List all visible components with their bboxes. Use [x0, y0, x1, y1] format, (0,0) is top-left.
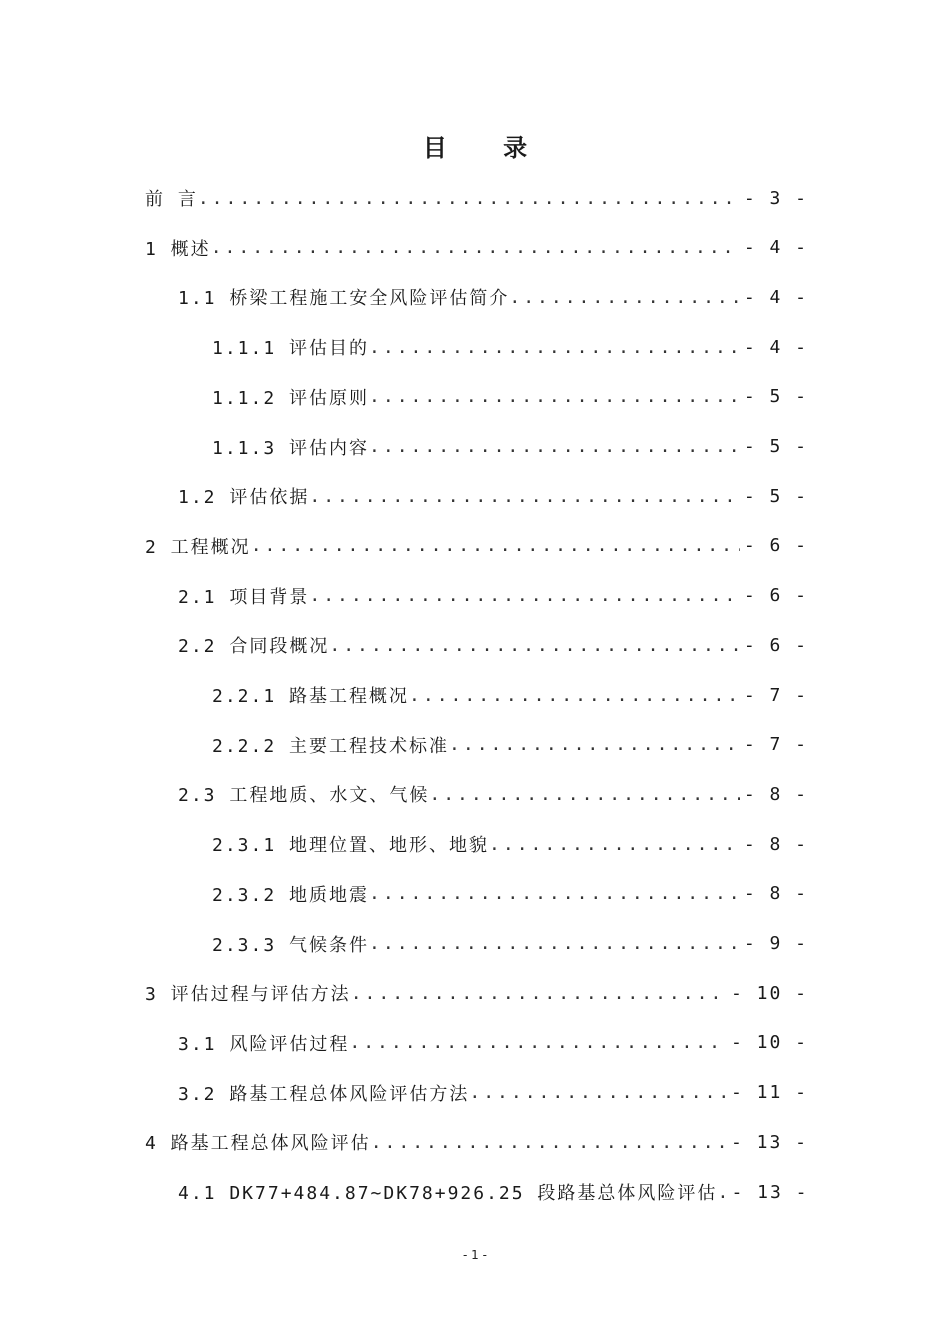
toc-dot-leader — [369, 933, 740, 954]
toc-entry-page: - 6 - — [743, 535, 808, 557]
toc-dot-leader — [211, 237, 740, 258]
toc-entry-page: - 10 - — [730, 982, 808, 1004]
toc-entry-label: 2 工程概况 — [145, 536, 251, 558]
toc-title: 目 录 — [422, 134, 552, 162]
toc-entry[interactable] — [178, 1023, 808, 1063]
toc-entry-label: 4 路基工程总体风险评估 — [145, 1133, 371, 1155]
toc-entry-label: 3.1 风险评估过程 — [178, 1033, 350, 1055]
toc-entry-label: 1.1 桥梁工程施工安全风险评估简介 — [178, 288, 510, 310]
toc-dot-leader — [251, 535, 740, 556]
toc-dot-leader — [351, 983, 727, 1004]
toc-dot-leader — [371, 1132, 727, 1153]
toc-entry-page: - 8 - — [743, 833, 808, 855]
toc-entry-page: - 9 - — [743, 933, 808, 954]
toc-entry-page: - 8 - — [743, 883, 808, 905]
toc-entry-label: 2.2 合同段概况 — [178, 636, 330, 658]
toc-entry[interactable] — [178, 576, 808, 616]
toc-dot-leader — [489, 834, 740, 855]
toc-entry-label: 1.1.1 评估目的 — [212, 338, 370, 360]
toc-entry-page: - 4 - — [743, 237, 808, 259]
toc-entry-page: - 7 - — [743, 684, 808, 706]
toc-entry[interactable] — [178, 476, 808, 516]
toc-entry-page: - 3 - — [743, 187, 808, 209]
toc-entry-page: - 5 - — [743, 386, 808, 408]
toc-dot-leader — [509, 287, 739, 308]
toc-dot-leader — [409, 685, 740, 706]
toc-dot-leader — [369, 337, 740, 358]
toc-entry-label: 2.3.3 气候条件 — [212, 934, 370, 956]
toc-entry-label: 2.3.2 地质地震 — [212, 884, 370, 906]
toc-entry-page: - 6 - — [743, 585, 808, 607]
toc-entry[interactable] — [145, 973, 808, 1013]
toc-entry[interactable] — [178, 277, 808, 317]
toc-dot-leader — [309, 486, 739, 507]
toc-entry-page: - 4 - — [743, 336, 808, 358]
toc-entry[interactable] — [212, 327, 808, 367]
toc-entry[interactable] — [145, 228, 808, 268]
toc-entry[interactable] — [145, 1122, 808, 1162]
toc-entry-page: - 6 - — [743, 634, 808, 656]
toc-entry[interactable] — [212, 377, 808, 417]
toc-entry-page: - 7 - — [743, 734, 808, 756]
toc-dot-leader — [429, 784, 739, 805]
toc-entry-label: 1 概述 — [145, 238, 211, 260]
toc-entry-label: 3 评估过程与评估方法 — [145, 984, 351, 1006]
toc-dot-leader — [349, 1032, 727, 1053]
toc-entry-page: - 5 - — [743, 485, 808, 507]
toc-entry[interactable] — [178, 1073, 808, 1113]
toc-entry-page: - 11 - — [730, 1082, 808, 1104]
toc-entry-page: - 13 - — [730, 1131, 808, 1153]
toc-entry[interactable] — [145, 178, 808, 218]
toc-entry-label: 前 言 — [145, 189, 198, 210]
toc-dot-leader — [369, 883, 740, 904]
toc-entry-page: - 13 - — [731, 1181, 808, 1203]
toc-entry[interactable] — [178, 1172, 808, 1212]
toc-entry-label: 2.2.2 主要工程技术标准 — [212, 735, 450, 757]
toc-dot-leader — [198, 188, 740, 209]
toc-entry-label: 1.2 评估依据 — [178, 487, 310, 509]
toc-entry-label: 2.1 项目背景 — [178, 586, 310, 608]
toc-entry[interactable] — [212, 924, 808, 964]
toc-dot-leader — [329, 635, 739, 656]
toc-entry[interactable] — [178, 625, 808, 665]
toc-entry-label: 2.3.1 地理位置、地形、地貌 — [212, 835, 490, 857]
toc-dot-leader — [717, 1182, 727, 1203]
toc-dot-leader — [469, 1082, 727, 1103]
toc-dot-leader — [369, 436, 740, 457]
toc-entry-label: 1.1.2 评估原则 — [212, 387, 370, 409]
toc-entry-label: 1.1.3 评估内容 — [212, 437, 370, 459]
toc-entry[interactable] — [178, 774, 808, 814]
toc-entry[interactable] — [212, 874, 808, 914]
toc-entry-page: - 10 - — [730, 1032, 808, 1054]
toc-dot-leader — [369, 386, 740, 407]
toc-entry[interactable] — [212, 427, 808, 467]
toc-entry[interactable] — [145, 526, 808, 566]
toc-entry-page: - 4 - — [743, 286, 808, 308]
toc-entry[interactable] — [212, 824, 808, 864]
toc-entry-page: - 8 - — [743, 783, 808, 805]
toc-entry-label: 2.2.1 路基工程概况 — [212, 686, 410, 707]
toc-entry[interactable] — [212, 675, 808, 715]
toc-entry-page: - 5 - — [743, 436, 808, 457]
toc-entry-label: 4.1 DK77+484.87~DK78+926.25 段路基总体风险评估 — [178, 1183, 718, 1204]
toc-entry[interactable] — [212, 725, 808, 765]
toc-entry-label: 3.2 路基工程总体风险评估方法 — [178, 1083, 470, 1105]
toc-entry-label: 2.3 工程地质、水文、气候 — [178, 785, 430, 807]
toc-dot-leader — [309, 585, 739, 606]
toc-dot-leader — [449, 734, 740, 755]
page-number-footer: - 1 - — [463, 1248, 487, 1262]
